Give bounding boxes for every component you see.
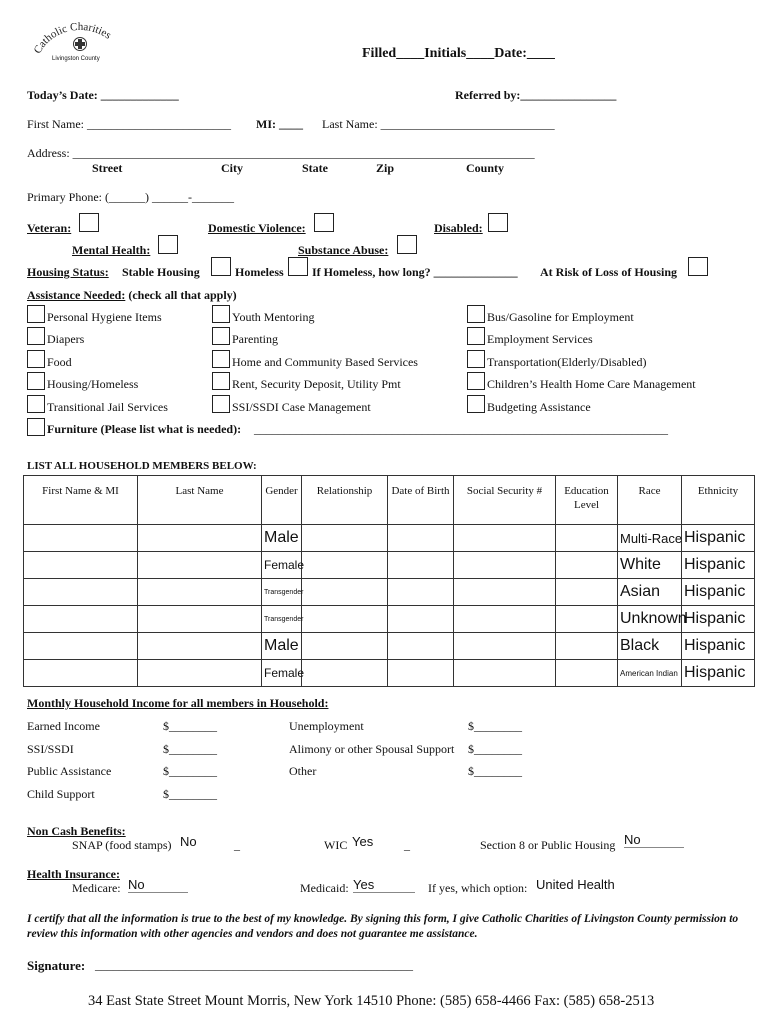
household-row xyxy=(24,660,755,687)
assistance-option-label: SSI/SSDI Case Management xyxy=(232,399,371,414)
assistance-option-label: Rent, Security Deposit, Utility Pmt xyxy=(232,377,401,392)
assistance-checkbox[interactable] xyxy=(27,395,45,413)
household-cell[interactable] xyxy=(138,660,262,687)
household-row xyxy=(24,525,755,552)
income-label: Public Assistance xyxy=(27,764,112,778)
household-cell[interactable] xyxy=(388,660,454,687)
assistance-option-label: Employment Services xyxy=(487,332,593,347)
insurance-option-value[interactable]: United Health xyxy=(536,877,615,892)
last-name-field[interactable]: Last Name: _____________________________ xyxy=(322,117,555,131)
assistance-checkbox[interactable] xyxy=(467,350,485,368)
household-cell[interactable] xyxy=(388,525,454,552)
housing-status-label: Housing Status: xyxy=(27,265,109,279)
household-cell[interactable] xyxy=(388,633,454,660)
household-cell[interactable] xyxy=(454,552,556,579)
homeless-how-long[interactable]: If Homeless, how long? ______________ xyxy=(312,265,518,279)
signature-line[interactable]: _____________________________________________________ xyxy=(95,958,413,972)
household-header-cell: Ethnicity xyxy=(682,476,755,525)
logo-name: Catholic Charities xyxy=(31,20,114,56)
office-use-fields: Filled____Initials____Date:____ xyxy=(362,46,555,61)
address-street-label: Street xyxy=(92,161,123,175)
income-label: SSI/SSDI xyxy=(27,741,74,756)
household-header-cell: Date of Birth xyxy=(388,476,454,525)
household-cell[interactable] xyxy=(302,660,388,687)
veteran-label: Veteran: xyxy=(27,221,72,235)
at-risk-label: At Risk of Loss of Housing xyxy=(540,265,678,279)
address-state-label: State xyxy=(302,161,328,175)
primary-phone-field[interactable]: Primary Phone: (______) ______-_______ xyxy=(27,190,234,204)
household-cell[interactable] xyxy=(454,579,556,606)
assistance-checkbox[interactable] xyxy=(467,372,485,390)
household-cell[interactable] xyxy=(138,606,262,633)
household-cell[interactable] xyxy=(138,579,262,606)
todays-date[interactable]: Today’s Date: _____________ xyxy=(27,88,179,102)
household-cell[interactable] xyxy=(454,660,556,687)
address-zip-label: Zip xyxy=(376,161,395,175)
furniture-input[interactable]: _____________________________________________________________________ xyxy=(254,422,668,436)
stable-housing-label: Stable Housing xyxy=(122,265,200,279)
medicare-value[interactable]: No xyxy=(128,877,188,893)
household-cell[interactable] xyxy=(388,606,454,633)
race-cell[interactable]: White xyxy=(618,552,682,579)
disabled-checkbox[interactable] xyxy=(488,213,508,232)
household-header-cell: Relationship xyxy=(302,476,388,525)
assistance-option-label: Transportation(Elderly/Disabled) xyxy=(487,354,647,369)
gender-cell[interactable]: Transgender xyxy=(262,579,302,606)
ethnicity-cell[interactable]: Hispanic xyxy=(682,552,755,579)
wic-label: WIC xyxy=(324,838,348,852)
household-cell[interactable] xyxy=(388,552,454,579)
household-header-cell: Education Level xyxy=(556,476,618,525)
mental-health-checkbox[interactable] xyxy=(158,235,178,254)
race-cell[interactable]: Asian xyxy=(618,579,682,606)
household-cell[interactable] xyxy=(24,660,138,687)
stable-housing-checkbox[interactable] xyxy=(211,257,231,276)
race-cell[interactable]: Multi-Race xyxy=(618,525,682,552)
address-county-label: County xyxy=(466,161,505,175)
household-cell[interactable] xyxy=(454,525,556,552)
household-header-cell: Last Name xyxy=(138,476,262,525)
ethnicity-cell[interactable]: Hispanic xyxy=(682,633,755,660)
income-title: Monthly Household Income for all members in Household: xyxy=(27,696,329,710)
income-label: Other xyxy=(289,764,317,778)
assistance-option-label: Bus/Gasoline for Employment xyxy=(487,310,634,324)
household-cell[interactable] xyxy=(302,525,388,552)
race-cell[interactable]: Unknown xyxy=(618,606,682,633)
substance-abuse-checkbox[interactable] xyxy=(397,235,417,254)
household-cell[interactable] xyxy=(302,633,388,660)
household-cell[interactable] xyxy=(24,552,138,579)
household-header-cell: Gender xyxy=(262,476,302,525)
at-risk-checkbox[interactable] xyxy=(688,257,708,276)
homeless-label: Homeless xyxy=(235,265,284,279)
snap-label: SNAP (food stamps) xyxy=(72,838,172,852)
disabled-label: Disabled: xyxy=(434,221,483,235)
assistance-checkbox[interactable] xyxy=(27,327,45,345)
medicaid-label: Medicaid: xyxy=(300,881,349,895)
assistance-option-label: Budgeting Assistance xyxy=(487,399,591,414)
ethnicity-cell[interactable]: Hispanic xyxy=(682,525,755,552)
assistance-option-label: Housing/Homeless xyxy=(47,377,139,392)
assistance-option-label: Youth Mentoring xyxy=(232,310,315,324)
assistance-checkbox[interactable] xyxy=(212,305,230,323)
gender-cell[interactable]: Transgender xyxy=(262,606,302,633)
household-cell[interactable] xyxy=(138,633,262,660)
household-cell[interactable] xyxy=(24,606,138,633)
homeless-checkbox[interactable] xyxy=(288,257,308,276)
snap-tail: _ xyxy=(234,838,240,852)
household-header-cell: First Name & MI xyxy=(24,476,138,525)
medicare-label: Medicare: xyxy=(72,881,121,895)
income-label: Alimony or other Spousal Support xyxy=(289,741,455,756)
household-cell[interactable] xyxy=(302,606,388,633)
assistance-checkbox[interactable] xyxy=(27,305,45,323)
income-label: Unemployment xyxy=(289,719,364,733)
household-cell[interactable] xyxy=(388,579,454,606)
household-cell[interactable] xyxy=(556,579,618,606)
household-cell[interactable] xyxy=(556,606,618,633)
gender-cell[interactable]: Male xyxy=(262,633,302,660)
household-title: LIST ALL HOUSEHOLD MEMBERS BELOW: xyxy=(27,460,257,472)
health-insurance-title: Health Insurance: xyxy=(27,867,120,881)
wic-tail: _ xyxy=(404,838,410,852)
race-cell[interactable]: American Indian xyxy=(618,660,682,687)
assistance-option-label: Food xyxy=(47,354,72,369)
assistance-option-label: Parenting xyxy=(232,332,278,347)
household-cell[interactable] xyxy=(138,525,262,552)
assistance-checkbox[interactable] xyxy=(467,305,485,323)
assistance-checkbox[interactable] xyxy=(467,395,485,413)
address-city-label: City xyxy=(221,161,243,175)
assistance-checkbox[interactable] xyxy=(212,350,230,368)
footer-address: 34 East State Street Mount Morris, New York 14510 Phone: (585) 658-4466 Fax: (585) 658-2513 xyxy=(88,993,655,1009)
assistance-label: Assistance Needed: xyxy=(27,288,126,302)
medicaid-value[interactable]: Yes xyxy=(353,877,415,893)
wic-value[interactable]: Yes xyxy=(352,834,374,849)
assistance-checkbox[interactable] xyxy=(212,372,230,390)
household-row xyxy=(24,552,755,579)
assistance-option-label: Diapers xyxy=(47,332,85,347)
income-label: Earned Income xyxy=(27,719,100,733)
household-cell[interactable] xyxy=(138,552,262,579)
household-cell[interactable] xyxy=(24,525,138,552)
ethnicity-cell[interactable]: Hispanic xyxy=(682,606,755,633)
assistance-note: (check all that apply) xyxy=(128,288,237,302)
ethnicity-cell[interactable]: Hispanic xyxy=(682,579,755,606)
furniture-checkbox[interactable] xyxy=(27,418,45,436)
income-label: Child Support xyxy=(27,786,95,801)
svg-text:Catholic Charities xyxy=(32,21,114,56)
assistance-needed-header xyxy=(27,288,237,303)
household-cell[interactable] xyxy=(302,552,388,579)
assistance-option-label: Home and Community Based Services xyxy=(232,354,418,369)
gender-cell[interactable]: Female xyxy=(262,552,302,579)
section8-value[interactable]: No xyxy=(624,832,684,848)
household-cell[interactable] xyxy=(556,660,618,687)
gender-cell[interactable]: Male xyxy=(262,525,302,552)
household-cell[interactable] xyxy=(24,633,138,660)
mental-health-label: Mental Health: xyxy=(72,243,151,257)
non-cash-title: Non Cash Benefits: xyxy=(27,824,126,838)
snap-value[interactable]: No xyxy=(180,834,197,849)
assistance-checkbox[interactable] xyxy=(27,350,45,368)
income-amount[interactable]: $________ xyxy=(163,741,217,756)
veteran-checkbox[interactable] xyxy=(79,213,99,232)
household-table xyxy=(23,475,755,687)
household-row xyxy=(24,633,755,660)
income-amount[interactable]: $________ xyxy=(468,741,522,756)
logo xyxy=(30,20,130,68)
income-amount[interactable]: $________ xyxy=(163,764,217,778)
certification-text: I certify that all the information is true to the best of my knowledge. By signing this form, I give Catholic Charities of Livingston County permission to review this information with other agencies and vendors and does not guarantee me assistance. xyxy=(27,913,739,940)
household-cell[interactable] xyxy=(556,525,618,552)
household-cell[interactable] xyxy=(24,579,138,606)
substance-abuse-label: Substance Abuse: xyxy=(298,243,389,257)
assistance-checkbox[interactable] xyxy=(467,327,485,345)
furniture-label: Furniture (Please list what is needed): xyxy=(47,422,242,436)
race-cell[interactable]: Black xyxy=(618,633,682,660)
assistance-option-label: Transitional Jail Services xyxy=(47,399,168,414)
household-cell[interactable] xyxy=(556,633,618,660)
domestic-violence-label: Domestic Violence: xyxy=(208,221,306,235)
assistance-checkbox[interactable] xyxy=(212,395,230,413)
household-cell[interactable] xyxy=(454,606,556,633)
income-amount[interactable]: $________ xyxy=(468,719,522,733)
insurance-option-label: If yes, which option: xyxy=(428,881,528,895)
income-amount[interactable]: $________ xyxy=(163,719,217,733)
income-amount[interactable]: $________ xyxy=(163,786,217,801)
household-header-cell: Race xyxy=(618,476,682,525)
household-row xyxy=(24,606,755,633)
first-name-field[interactable]: First Name: ________________________ xyxy=(27,117,231,131)
ethnicity-cell[interactable]: Hispanic xyxy=(682,660,755,687)
gender-cell[interactable]: Female xyxy=(262,660,302,687)
signature-label: Signature: xyxy=(27,958,86,973)
assistance-option-label: Personal Hygiene Items xyxy=(47,310,162,324)
referred-by[interactable]: Referred by:________________ xyxy=(455,88,617,102)
household-header-cell: Social Security # xyxy=(454,476,556,525)
household-cell[interactable] xyxy=(302,579,388,606)
address-field[interactable]: Address: _____________________________________________________________________________ xyxy=(27,146,535,160)
assistance-checkbox[interactable] xyxy=(27,372,45,390)
logo-subtitle: Livingston County xyxy=(52,56,100,62)
assistance-option-label: Children’s Health Home Care Management xyxy=(487,377,696,392)
household-row xyxy=(24,579,755,606)
mi-field[interactable]: MI: ____ xyxy=(256,117,303,131)
household-cell[interactable] xyxy=(454,633,556,660)
income-amount[interactable]: $________ xyxy=(468,764,522,778)
household-cell[interactable] xyxy=(556,552,618,579)
domestic-violence-checkbox[interactable] xyxy=(314,213,334,232)
section8-label: Section 8 or Public Housing xyxy=(480,838,616,852)
cross-icon xyxy=(74,38,87,51)
assistance-checkbox[interactable] xyxy=(212,327,230,345)
